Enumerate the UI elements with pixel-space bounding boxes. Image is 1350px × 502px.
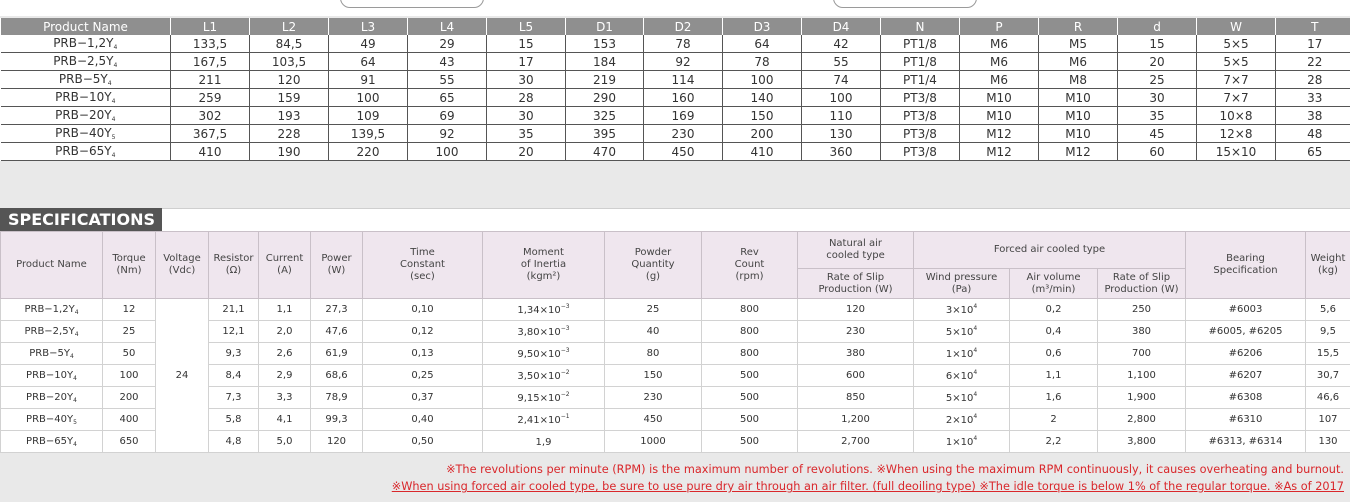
dim-value-cell: 5×5 <box>1197 35 1276 53</box>
inertia-cell: $1,34\times 10^{-3}$ <box>483 299 605 321</box>
dim-value-cell: PT1/4 <box>881 71 960 89</box>
resistor-cell: 7,3 <box>209 387 259 409</box>
dim-header-cell: D1 <box>566 18 644 35</box>
dim-value-cell: 92 <box>644 53 723 71</box>
dim-value-cell: 60 <box>1118 143 1197 161</box>
torque-cell: 25 <box>103 321 156 343</box>
dim-value-cell: 100 <box>802 89 881 107</box>
footnotes <box>392 461 1344 495</box>
dim-value-cell: 160 <box>644 89 723 107</box>
current-cell: 2,6 <box>259 343 311 365</box>
torque-cell: 400 <box>103 409 156 431</box>
product-name-cell: $PRB-20Y_4$ <box>1 107 171 125</box>
slip-cell: 700 <box>1098 343 1186 365</box>
product-name-cell: $PRB-65Y_4$ <box>1 431 103 453</box>
spec-header-powder-quantity: Powder Quantity (g) <box>605 232 702 299</box>
dim-value-cell: PT1/8 <box>881 35 960 53</box>
spec-header-weight: Weight (kg) <box>1306 232 1350 299</box>
dim-value-cell: 133,5 <box>171 35 250 53</box>
natural-cell: 850 <box>798 387 914 409</box>
natural-cell: 1,200 <box>798 409 914 431</box>
powder-cell: 450 <box>605 409 702 431</box>
product-name-cell: $PRB-2,5Y_4$ <box>1 321 103 343</box>
rev-cell: 800 <box>702 321 798 343</box>
power-cell: 120 <box>311 431 363 453</box>
dim-value-cell: 42 <box>802 35 881 53</box>
dim-value-cell: 100 <box>723 71 802 89</box>
dim-value-cell: 28 <box>1276 71 1350 89</box>
time-cell: 0,10 <box>363 299 483 321</box>
inertia-cell: 1,9 <box>483 431 605 453</box>
power-cell: 47,6 <box>311 321 363 343</box>
dim-value-cell: M6 <box>960 53 1039 71</box>
product-name-cell: $PRB-10Y_4$ <box>1 365 103 387</box>
dim-value-cell: 450 <box>644 143 723 161</box>
product-name-cell: $PRB-40Y_5$ <box>1 409 103 431</box>
torque-cell: 12 <box>103 299 156 321</box>
wind-pressure-cell: $2\times 10^4$ <box>914 409 1010 431</box>
time-cell: 0,25 <box>363 365 483 387</box>
dim-value-cell: 5×5 <box>1197 53 1276 71</box>
dim-value-cell: 120 <box>250 71 329 89</box>
spec-header-forced-air: Forced air cooled type <box>914 232 1186 269</box>
dim-value-cell: 65 <box>408 89 487 107</box>
weight-cell: 46,6 <box>1306 387 1350 409</box>
resistor-cell: 21,1 <box>209 299 259 321</box>
wind-pressure-cell: $3\times 10^4$ <box>914 299 1010 321</box>
selector-pill-left[interactable] <box>340 0 484 8</box>
dim-header-cell: d <box>1118 18 1197 35</box>
dim-value-cell: 395 <box>566 125 644 143</box>
table-row <box>1 107 1350 125</box>
dim-header-cell: D2 <box>644 18 723 35</box>
spec-header-natural-slip: Rate of Slip Production (W) <box>798 269 914 299</box>
natural-cell: 2,700 <box>798 431 914 453</box>
dim-value-cell: PT1/8 <box>881 53 960 71</box>
footnote-rpm: ※The revolutions per minute (RPM) is the maximum number of revolutions. ※When using the maximum RPM continuously, it causes overheating and burnout. <box>446 463 1344 476</box>
weight-cell: 130 <box>1306 431 1350 453</box>
table-row <box>1 143 1350 161</box>
table-row <box>1 125 1350 143</box>
dim-value-cell: 29 <box>408 35 487 53</box>
spec-header-forced-slip: Rate of Slip Production (W) <box>1098 269 1186 299</box>
bearing-cell: #6003 <box>1186 299 1306 321</box>
wind-pressure-cell: $1\times 10^4$ <box>914 431 1010 453</box>
air-cell: 2,2 <box>1010 431 1098 453</box>
spec-header-power: Power (W) <box>311 232 363 299</box>
product-name-cell: $PRB-20Y_4$ <box>1 387 103 409</box>
dim-header-cell: W <box>1197 18 1276 35</box>
dimensions-header-row <box>1 18 1350 35</box>
dim-header-cell: L5 <box>487 18 566 35</box>
spec-header-moment-of-inertia: Moment of Inertia (kgm²) <box>483 232 605 299</box>
spec-header-bearing: Bearing Specification <box>1186 232 1306 299</box>
dim-value-cell: 69 <box>408 107 487 125</box>
dim-value-cell: M10 <box>1039 89 1118 107</box>
product-name-cell: $PRB-5Y_4$ <box>1 71 171 89</box>
table-row <box>1 53 1350 71</box>
top-strip <box>0 0 1350 16</box>
table-row <box>1 89 1350 107</box>
torque-cell: 200 <box>103 387 156 409</box>
slip-cell: 1,100 <box>1098 365 1186 387</box>
dim-value-cell: M10 <box>1039 107 1118 125</box>
dim-value-cell: 84,5 <box>250 35 329 53</box>
dim-header-cell: Product Name <box>1 18 171 35</box>
powder-cell: 40 <box>605 321 702 343</box>
bottom-strip <box>0 496 1350 502</box>
inertia-cell: $3,80\times 10^{-3}$ <box>483 321 605 343</box>
dim-value-cell: 15 <box>487 35 566 53</box>
dim-value-cell: 92 <box>408 125 487 143</box>
powder-cell: 230 <box>605 387 702 409</box>
current-cell: 3,3 <box>259 387 311 409</box>
table-row <box>1 71 1350 89</box>
slip-cell: 2,800 <box>1098 409 1186 431</box>
dim-value-cell: 103,5 <box>250 53 329 71</box>
torque-cell: 50 <box>103 343 156 365</box>
slip-cell: 380 <box>1098 321 1186 343</box>
resistor-cell: 9,3 <box>209 343 259 365</box>
time-cell: 0,12 <box>363 321 483 343</box>
dim-value-cell: M6 <box>960 71 1039 89</box>
selector-pill-right[interactable] <box>833 0 977 8</box>
bearing-cell: #6207 <box>1186 365 1306 387</box>
dim-value-cell: 410 <box>723 143 802 161</box>
dim-value-cell: 200 <box>723 125 802 143</box>
inertia-cell: $2,41\times 10^{-1}$ <box>483 409 605 431</box>
dim-value-cell: M12 <box>1039 143 1118 161</box>
dim-value-cell: 28 <box>487 89 566 107</box>
spec-header-wind-pressure: Wind pressure (Pa) <box>914 269 1010 299</box>
dim-value-cell: 367,5 <box>171 125 250 143</box>
dim-value-cell: 114 <box>644 71 723 89</box>
powder-cell: 25 <box>605 299 702 321</box>
dim-value-cell: M6 <box>1039 53 1118 71</box>
bearing-cell: #6313, #6314 <box>1186 431 1306 453</box>
weight-cell: 9,5 <box>1306 321 1350 343</box>
spec-header-voltage: Voltage (Vdc) <box>156 232 209 299</box>
dim-value-cell: 290 <box>566 89 644 107</box>
spec-header-air-volume: Air volume (m³/min) <box>1010 269 1098 299</box>
current-cell: 1,1 <box>259 299 311 321</box>
powder-cell: 80 <box>605 343 702 365</box>
weight-cell: 5,6 <box>1306 299 1350 321</box>
dim-value-cell: 91 <box>329 71 408 89</box>
product-name-cell: $PRB-10Y_4$ <box>1 89 171 107</box>
dim-value-cell: M8 <box>1039 71 1118 89</box>
dim-value-cell: 20 <box>1118 53 1197 71</box>
dim-value-cell: 74 <box>802 71 881 89</box>
spec-header-resistor: Resistor (Ω) <box>209 232 259 299</box>
dim-value-cell: 35 <box>487 125 566 143</box>
product-name-cell: $PRB-1,2Y_4$ <box>1 299 103 321</box>
dim-value-cell: M6 <box>960 35 1039 53</box>
air-cell: 2 <box>1010 409 1098 431</box>
torque-cell: 650 <box>103 431 156 453</box>
bearing-cell: #6206 <box>1186 343 1306 365</box>
slip-cell: 3,800 <box>1098 431 1186 453</box>
dim-header-cell: D3 <box>723 18 802 35</box>
powder-cell: 150 <box>605 365 702 387</box>
dim-value-cell: 64 <box>723 35 802 53</box>
air-cell: 0,4 <box>1010 321 1098 343</box>
time-cell: 0,13 <box>363 343 483 365</box>
product-name-cell: $PRB-65Y_4$ <box>1 143 171 161</box>
wind-pressure-cell: $6\times 10^4$ <box>914 365 1010 387</box>
product-name-cell: $PRB-2,5Y_4$ <box>1 53 171 71</box>
dim-value-cell: 184 <box>566 53 644 71</box>
natural-cell: 600 <box>798 365 914 387</box>
dim-value-cell: 230 <box>644 125 723 143</box>
dim-value-cell: M10 <box>960 89 1039 107</box>
dim-value-cell: PT3/8 <box>881 143 960 161</box>
product-name-cell: $PRB-1,2Y_4$ <box>1 35 171 53</box>
dim-value-cell: M5 <box>1039 35 1118 53</box>
specifications-title-bar <box>162 208 1350 231</box>
dim-value-cell: M12 <box>960 143 1039 161</box>
dim-value-cell: 259 <box>171 89 250 107</box>
dim-value-cell: PT3/8 <box>881 125 960 143</box>
weight-cell: 107 <box>1306 409 1350 431</box>
resistor-cell: 12,1 <box>209 321 259 343</box>
dim-value-cell: 360 <box>802 143 881 161</box>
spec-header-torque: Torque (Nm) <box>103 232 156 299</box>
natural-cell: 230 <box>798 321 914 343</box>
air-cell: 1,6 <box>1010 387 1098 409</box>
dim-value-cell: 30 <box>1118 89 1197 107</box>
dim-header-cell: L2 <box>250 18 329 35</box>
slip-cell: 250 <box>1098 299 1186 321</box>
product-name-cell: $PRB-40Y_5$ <box>1 125 171 143</box>
dim-value-cell: 190 <box>250 143 329 161</box>
dim-value-cell: 78 <box>723 53 802 71</box>
dim-value-cell: 43 <box>408 53 487 71</box>
powder-cell: 1000 <box>605 431 702 453</box>
dim-header-cell: P <box>960 18 1039 35</box>
dim-value-cell: 15×10 <box>1197 143 1276 161</box>
dim-value-cell: 169 <box>644 107 723 125</box>
dim-value-cell: 109 <box>329 107 408 125</box>
footnote-forced-air: ※When using forced air cooled type, be sure to use pure dry air through an air filter. (full deoiling type) ※The idle torque is below 1% of the regular torque. ※As of 2017 <box>391 480 1344 493</box>
dim-header-cell: L3 <box>329 18 408 35</box>
power-cell: 99,3 <box>311 409 363 431</box>
spec-header-current: Current (A) <box>259 232 311 299</box>
dim-value-cell: 45 <box>1118 125 1197 143</box>
dim-value-cell: PT3/8 <box>881 107 960 125</box>
spec-header-rev-count: Rev Count (rpm) <box>702 232 798 299</box>
dim-value-cell: 17 <box>1276 35 1350 53</box>
rev-cell: 500 <box>702 409 798 431</box>
dim-value-cell: 12×8 <box>1197 125 1276 143</box>
natural-cell: 120 <box>798 299 914 321</box>
dim-value-cell: 7×7 <box>1197 71 1276 89</box>
dim-value-cell: 153 <box>566 35 644 53</box>
dim-value-cell: 139,5 <box>329 125 408 143</box>
dim-header-cell: T <box>1276 18 1350 35</box>
voltage-cell: 24 <box>156 299 209 453</box>
power-cell: 78,9 <box>311 387 363 409</box>
air-cell: 1,1 <box>1010 365 1098 387</box>
inertia-cell: $9,50\times 10^{-3}$ <box>483 343 605 365</box>
rev-cell: 500 <box>702 431 798 453</box>
bearing-cell: #6308 <box>1186 387 1306 409</box>
table-row <box>1 299 1350 321</box>
dim-value-cell: 325 <box>566 107 644 125</box>
wind-pressure-cell: $5\times 10^4$ <box>914 321 1010 343</box>
air-cell: 0,2 <box>1010 299 1098 321</box>
current-cell: 4,1 <box>259 409 311 431</box>
dim-value-cell: 22 <box>1276 53 1350 71</box>
dim-value-cell: 65 <box>1276 143 1350 161</box>
dim-value-cell: 15 <box>1118 35 1197 53</box>
dim-value-cell: 64 <box>329 53 408 71</box>
dim-value-cell: 100 <box>329 89 408 107</box>
dim-value-cell: 410 <box>171 143 250 161</box>
power-cell: 61,9 <box>311 343 363 365</box>
dim-value-cell: 211 <box>171 71 250 89</box>
dim-value-cell: 33 <box>1276 89 1350 107</box>
wind-pressure-cell: $5\times 10^4$ <box>914 387 1010 409</box>
natural-cell: 380 <box>798 343 914 365</box>
dim-header-cell: L4 <box>408 18 487 35</box>
dim-value-cell: 130 <box>802 125 881 143</box>
current-cell: 2,9 <box>259 365 311 387</box>
dim-value-cell: M12 <box>960 125 1039 143</box>
dim-value-cell: M10 <box>960 107 1039 125</box>
dim-value-cell: 55 <box>408 71 487 89</box>
spec-header-time-constant: Time Constant (sec) <box>363 232 483 299</box>
dim-value-cell: 30 <box>487 71 566 89</box>
time-cell: 0,37 <box>363 387 483 409</box>
dim-value-cell: 167,5 <box>171 53 250 71</box>
resistor-cell: 8,4 <box>209 365 259 387</box>
dim-header-cell: N <box>881 18 960 35</box>
dim-value-cell: 302 <box>171 107 250 125</box>
dim-value-cell: 228 <box>250 125 329 143</box>
dim-value-cell: 20 <box>487 143 566 161</box>
dim-header-cell: L1 <box>171 18 250 35</box>
dim-value-cell: 25 <box>1118 71 1197 89</box>
current-cell: 2,0 <box>259 321 311 343</box>
power-cell: 68,6 <box>311 365 363 387</box>
specifications-title: SPECIFICATIONS <box>0 208 162 231</box>
dim-header-cell: D4 <box>802 18 881 35</box>
dim-value-cell: 10×8 <box>1197 107 1276 125</box>
torque-cell: 100 <box>103 365 156 387</box>
current-cell: 5,0 <box>259 431 311 453</box>
dim-value-cell: M10 <box>1039 125 1118 143</box>
dim-value-cell: 55 <box>802 53 881 71</box>
dim-value-cell: 220 <box>329 143 408 161</box>
time-cell: 0,50 <box>363 431 483 453</box>
air-cell: 0,6 <box>1010 343 1098 365</box>
resistor-cell: 4,8 <box>209 431 259 453</box>
dim-value-cell: 78 <box>644 35 723 53</box>
inertia-cell: $3,50\times 10^{-2}$ <box>483 365 605 387</box>
spec-header-natural-air: Natural air cooled type <box>798 232 914 269</box>
weight-cell: 30,7 <box>1306 365 1350 387</box>
inertia-cell: $9,15\times 10^{-2}$ <box>483 387 605 409</box>
dim-value-cell: 35 <box>1118 107 1197 125</box>
dim-value-cell: 193 <box>250 107 329 125</box>
slip-cell: 1,900 <box>1098 387 1186 409</box>
dim-value-cell: 470 <box>566 143 644 161</box>
dim-value-cell: 7×7 <box>1197 89 1276 107</box>
dimensions-table <box>0 18 1350 161</box>
rev-cell: 500 <box>702 387 798 409</box>
rev-cell: 800 <box>702 299 798 321</box>
dim-value-cell: 49 <box>329 35 408 53</box>
resistor-cell: 5,8 <box>209 409 259 431</box>
rev-cell: 800 <box>702 343 798 365</box>
dim-value-cell: 150 <box>723 107 802 125</box>
weight-cell: 15,5 <box>1306 343 1350 365</box>
dim-value-cell: 140 <box>723 89 802 107</box>
dim-value-cell: 159 <box>250 89 329 107</box>
power-cell: 27,3 <box>311 299 363 321</box>
spec-header-product-name: Product Name <box>1 232 103 299</box>
dim-value-cell: 100 <box>408 143 487 161</box>
table-row <box>1 35 1350 53</box>
dim-value-cell: 110 <box>802 107 881 125</box>
wind-pressure-cell: $1\times 10^4$ <box>914 343 1010 365</box>
bearing-cell: #6310 <box>1186 409 1306 431</box>
dim-value-cell: 30 <box>487 107 566 125</box>
dim-value-cell: 219 <box>566 71 644 89</box>
dim-value-cell: 48 <box>1276 125 1350 143</box>
dim-value-cell: 38 <box>1276 107 1350 125</box>
time-cell: 0,40 <box>363 409 483 431</box>
dim-header-cell: R <box>1039 18 1118 35</box>
bearing-cell: #6005, #6205 <box>1186 321 1306 343</box>
specifications-table <box>0 231 1350 453</box>
dim-value-cell: PT3/8 <box>881 89 960 107</box>
product-name-cell: $PRB-5Y_4$ <box>1 343 103 365</box>
rev-cell: 500 <box>702 365 798 387</box>
dim-value-cell: 17 <box>487 53 566 71</box>
